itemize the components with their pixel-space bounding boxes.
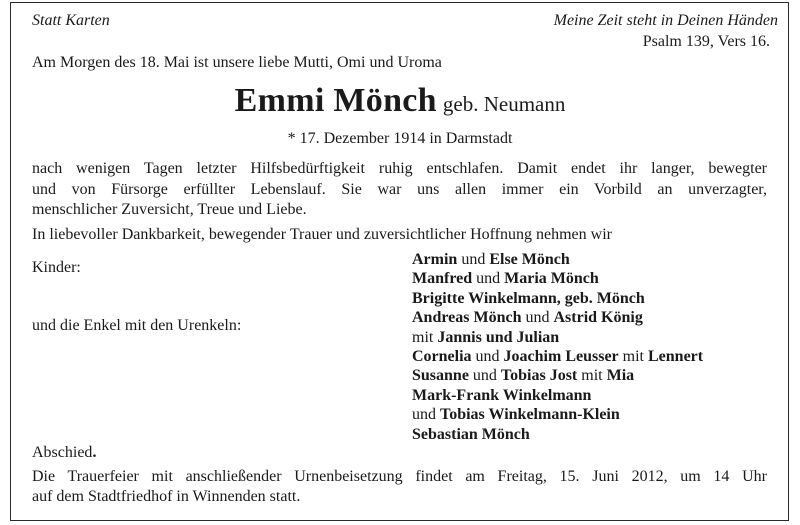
relatives-list <box>412 250 703 444</box>
statt-karten: Statt Karten <box>32 12 110 29</box>
farewell-line: In liebevoller Dankbarkeit, bewegender Trauer und zuversichtlicher Hoffnung nehmen wir <box>32 226 612 243</box>
intro-line: Am Morgen des 18. Mai ist unsere liebe Mutti, Omi und Uroma <box>32 54 442 71</box>
relative-line: Andreas Mönch und Astrid König <box>412 309 643 327</box>
relative-line: Mark-Frank Winkelmann <box>412 386 592 404</box>
relative-line: Armin und Else Mönch <box>412 251 570 268</box>
body-line: nach wenigen Tagen letzter Hilfsbedürftigkeit ruhig entschlafen. Damit endet ihr langer, bewegter <box>32 160 767 177</box>
body-line: und von Fürsorge erfüllter Lebenslauf. Sie war uns allen immer ein Vorbild an unverzagter, <box>32 181 767 198</box>
closing-word: Abschied. <box>32 444 97 461</box>
deceased-name: Emmi Mönch <box>234 82 437 119</box>
motto-line: Meine Zeit steht in Deinen Händen <box>553 12 778 29</box>
grandchildren-label: und die Enkel mit den Urenkeln: <box>32 317 242 334</box>
relative-line: Manfred und Maria Mönch <box>412 270 599 288</box>
relative-line: Brigitte Winkelmann, geb. Mönch <box>412 289 645 307</box>
birth-name: geb. Neumann <box>442 92 566 116</box>
deceased-heading <box>0 82 800 120</box>
funeral-line: Die Trauerfeier mit anschließender Urnenbeisetzung findet am Freitag, 15. Juni 2012, um 14 Uhr <box>32 468 767 485</box>
relative-line: Cornelia und Joachim Leusser mit Lennert <box>412 348 704 366</box>
relative-line: und Tobias Winkelmann-Klein <box>412 406 620 424</box>
relative-line: Susanne und Tobias Jost mit Mia <box>412 367 635 385</box>
relative-line: Sebastian Mönch <box>412 425 530 443</box>
psalm-reference: Psalm 139, Vers 16. <box>642 33 770 50</box>
children-label: Kinder: <box>32 259 81 276</box>
birth-date: * 17. Dezember 1914 in Darmstadt <box>287 130 513 147</box>
body-line: menschlicher Zuversicht, Treue und Liebe. <box>32 201 307 218</box>
relative-line: mit Jannis und Julian <box>412 328 560 346</box>
funeral-line: auf dem Stadtfriedhof in Winnenden statt. <box>32 488 301 505</box>
